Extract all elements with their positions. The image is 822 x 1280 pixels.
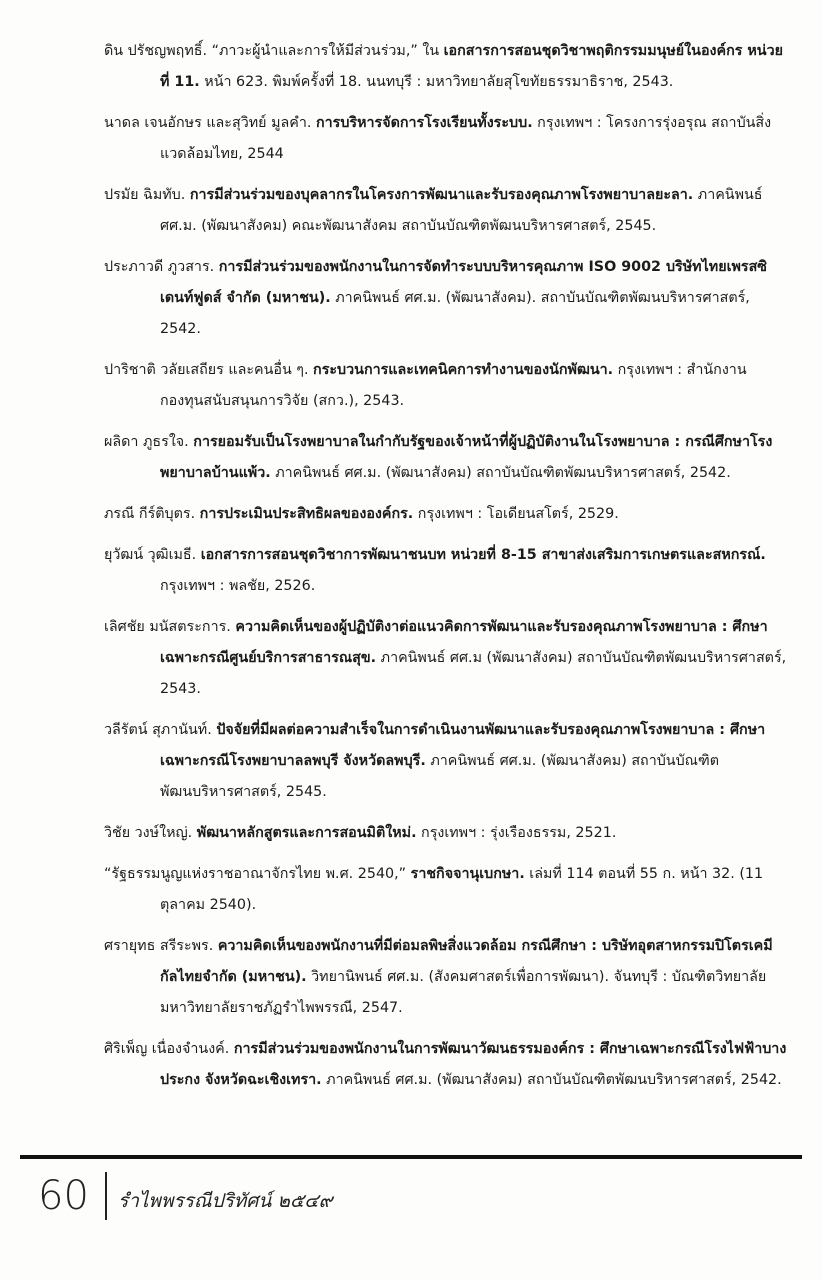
reference-author: ศิริเพ็ญ เนื่องจำนงค์. [104, 1041, 230, 1057]
reference-publication: กรุงเทพฯ : รุ่งเรืองธรรม, 2521. [416, 825, 617, 841]
reference-title: การบริหารจัดการโรงเรียนทั้งระบบ. [315, 115, 533, 131]
reference-entry [104, 108, 790, 170]
reference-author: ปรมัย ฉิมทับ. [104, 187, 186, 203]
footer-rule [20, 1155, 802, 1159]
reference-entry [104, 931, 790, 1024]
reference-entry [104, 180, 790, 242]
reference-title: เอกสารการสอนชุดวิชาการพัฒนาชนบท หน่วยที่ 8-15 สาขาส่งเสริมการเกษตรและสหกรณ์. [200, 547, 766, 563]
reference-author: วิชัย วงษ์ใหญ่. [104, 825, 193, 841]
footer-divider [105, 1172, 107, 1220]
reference-entry [104, 1034, 790, 1096]
reference-author: วลีรัตน์ สุภานันท์. [104, 722, 212, 738]
reference-entry [104, 715, 790, 808]
reference-title: การมีส่วนร่วมของพนักงานในการพัฒนาวัฒนธรรมองค์กร : ศึกษาเฉพาะกรณีโรงไฟฟ้าบางประกง จังหวัดฉะเชิงเทรา. [160, 1041, 787, 1088]
reference-entry [104, 818, 790, 849]
reference-title: ความคิดเห็นของพนักงานที่มีต่อมลพิษสิ่งแวดล้อม กรณีศึกษา : บริษัทอุตสาหกรรมปิโตรเคมีกัลไทยจำกัด (มหาชน). [160, 938, 773, 985]
reference-author: “รัฐธรรมนูญแห่งราชอาณาจักรไทย พ.ศ. 2540,” [104, 866, 407, 882]
reference-entry [104, 499, 790, 530]
reference-author: ดิน ปรัชญพฤทธิ์. [104, 43, 208, 59]
reference-publication: ภาคนิพนธ์ ศศ.ม. (พัฒนาสังคม) สถาบันบัณฑิตพัฒนบริหารศาสตร์, 2542. [270, 465, 731, 481]
reference-title: การประเมินประสิทธิผลขององค์กร. [199, 506, 414, 522]
reference-entry [104, 540, 790, 602]
reference-publication: วิทยานิพนธ์ ศศ.ม. (สังคมศาสตร์เพื่อการพัฒนา). จันทบุรี : บัณฑิตวิทยาลัย มหาวิทยาลัยราชภัฏรำไพพรรณี, 2547. [160, 969, 767, 1016]
reference-title: การยอมรับเป็นโรงพยาบาลในกำกับรัฐของเจ้าหน้าที่ผู้ปฏิบัติงานในโรงพยาบาล : กรณีศึกษาโรงพยาบาลบ้านแพ้ว. [160, 434, 773, 481]
reference-publication: กรุงเทพฯ : พลชัย, 2526. [160, 578, 316, 594]
reference-author: ผลิดา ภูธรใจ. [104, 434, 189, 450]
reference-prefix: “ภาวะผู้นำและการให้มีส่วนร่วม,” ใน [211, 43, 444, 59]
reference-publication: เล่มที่ 114 ตอนที่ 55 ก. หน้า 32. (11 ตุลาคม 2540). [160, 866, 764, 913]
reference-title: การมีส่วนร่วมของบุคลากรในโครงการพัฒนาและรับรองคุณภาพโรงพยาบาลยะลา. [189, 187, 694, 203]
reference-entry [104, 427, 790, 489]
reference-entry [104, 612, 790, 705]
reference-entry [104, 859, 790, 921]
reference-author: ปาริชาติ วลัยเสถียร และคนอื่น ๆ. [104, 362, 309, 378]
reference-author: ประภาวดี ภูวสาร. [104, 259, 215, 275]
reference-title: การมีส่วนร่วมของพนักงานในการจัดทำระบบบริหารคุณภาพ ISO 9002 บริษัทไทยเพรสซิเดนท์ฟูดส์ จำกัด (มหาชน). [160, 259, 767, 306]
reference-author: ยุวัฒน์ วุฒิเมธี. [104, 547, 197, 563]
reference-publication: หน้า 623. พิมพ์ครั้งที่ 18. นนทบุรี : มหาวิทยาลัยสุโขทัยธรรมาธิราช, 2543. [199, 74, 674, 90]
reference-publication: กรุงเทพฯ : โครงการรุ่งอรุณ สถาบันสิ่งแวดล้อมไทย, 2544 [160, 115, 772, 162]
reference-publication: ภาคนิพนธ์ ศศ.ม. (พัฒนาสังคม) สถาบันบัณฑิตพัฒนบริหารศาสตร์, 2545. [160, 753, 720, 800]
reference-title: ความคิดเห็นของผู้ปฏิบัติงาต่อแนวคิดการพัฒนาและรับรองคุณภาพโรงพยาบาล : ศึกษาเฉพาะกรณีศูนย์บริการสาธารณสุข. [160, 619, 768, 666]
reference-title: ราชกิจจานุเบกษา. [410, 866, 525, 882]
reference-title: เอกสารการสอนชุดวิชาพฤติกรรมมนุษย์ในองค์กร หน่วยที่ 11. [160, 43, 783, 90]
reference-publication: ภาคนิพนธ์ ศศ.ม (พัฒนาสังคม) สถาบันบัณฑิตพัฒนบริหารศาสตร์, 2543. [160, 650, 787, 697]
journal-title: รำไพพรรณีปริทัศน์ ๒๕๔๙ [118, 1190, 333, 1212]
reference-author: นาดล เจนอักษร และสุวิทย์ มูลคำ. [104, 115, 312, 131]
page-number: 60 [38, 1173, 89, 1219]
reference-title: พัฒนาหลักสูตรและการสอนมิติใหม่. [196, 825, 417, 841]
reference-publication: ภาคนิพนธ์ ศศ.ม. (พัฒนาสังคม) สถาบันบัณฑิตพัฒนบริหารศาสตร์, 2542. [321, 1072, 782, 1088]
reference-author: ภรณี กีร์ติบุตร. [104, 506, 196, 522]
reference-publication: ภาคนิพนธ์ ศศ.ม. (พัฒนาสังคม). สถาบันบัณฑิตพัฒนบริหารศาสตร์, 2542. [160, 290, 750, 337]
reference-publication: ภาคนิพนธ์ ศศ.ม. (พัฒนาสังคม) คณะพัฒนาสังคม สถาบันบัณฑิตพัฒนบริหารศาสตร์, 2545. [160, 187, 763, 234]
reference-list [104, 36, 790, 1106]
reference-title: ปัจจัยที่มีผลต่อความสำเร็จในการดำเนินงานพัฒนาและรับรองคุณภาพโรงพยาบาล : ศึกษาเฉพาะกรณีโรงพยาบาลลพบุรี จังหวัดลพบุรี. [160, 722, 766, 769]
reference-author: เลิศชัย มนัสตระการ. [104, 619, 231, 635]
reference-entry [104, 252, 790, 345]
reference-title: กระบวนการและเทคนิคการทำงานของนักพัฒนา. [313, 362, 614, 378]
reference-publication: กรุงเทพฯ : โอเดียนสโตร์, 2529. [413, 506, 619, 522]
reference-publication: กรุงเทพฯ : สำนักงานกองทุนสนับสนุนการวิจัย (สกว.), 2543. [160, 362, 747, 409]
reference-entry [104, 36, 790, 98]
reference-entry [104, 355, 790, 417]
reference-author: ศรายุทธ สรีระพร. [104, 938, 214, 954]
